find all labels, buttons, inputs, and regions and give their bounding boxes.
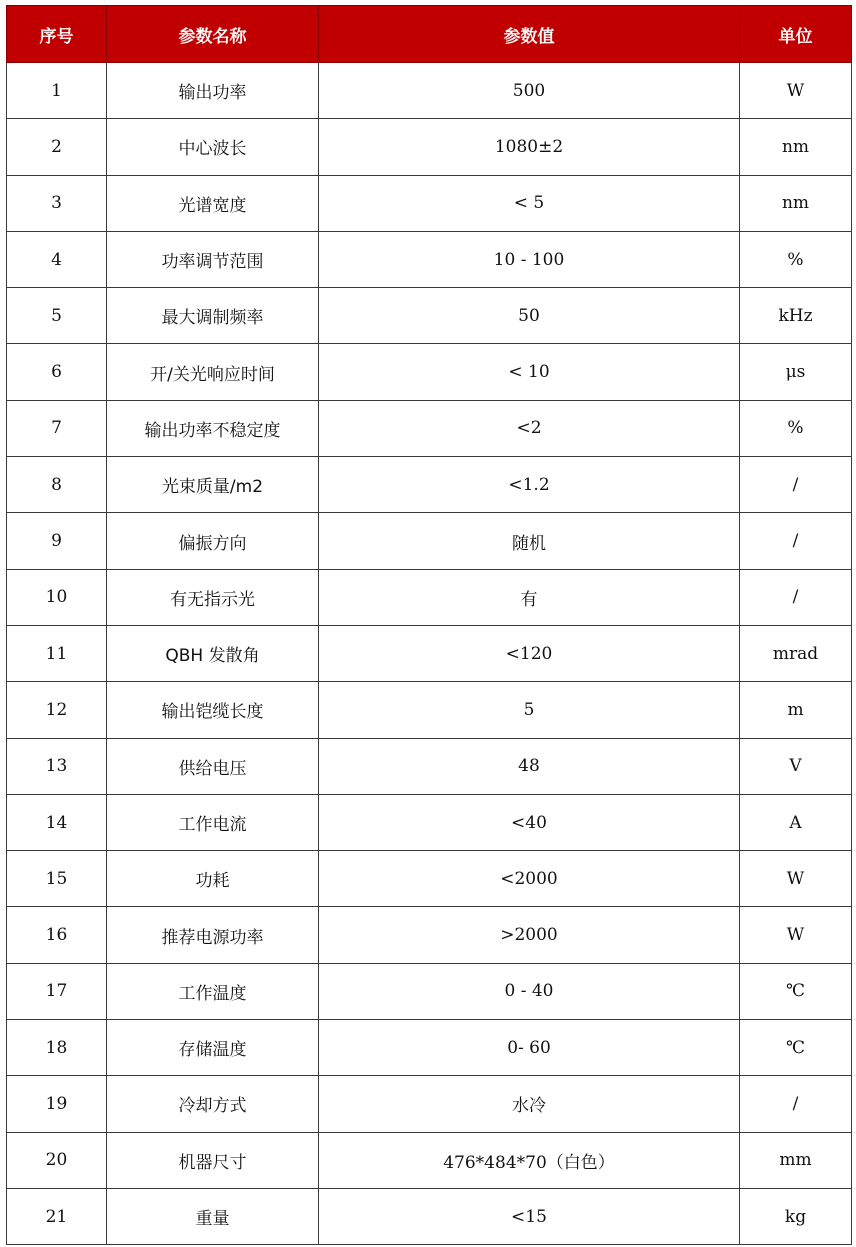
row-value: 5: [319, 682, 740, 738]
row-value: 随机: [319, 513, 740, 569]
row-value: <2000: [319, 851, 740, 907]
row-name: 输出铠缆长度: [107, 682, 319, 738]
row-index: 1: [7, 63, 107, 119]
row-unit: W: [740, 907, 852, 963]
row-name: 中心波长: [107, 119, 319, 175]
row-unit: %: [740, 400, 852, 456]
table-row: [7, 625, 852, 681]
row-name: 推荐电源功率: [107, 907, 319, 963]
row-index: 13: [7, 738, 107, 794]
row-unit: μs: [740, 344, 852, 400]
row-value: 476*484*70（白色）: [319, 1132, 740, 1188]
row-name: 工作电流: [107, 794, 319, 850]
row-index: 10: [7, 569, 107, 625]
row-name: 偏振方向: [107, 513, 319, 569]
row-index: 19: [7, 1076, 107, 1132]
row-unit: m: [740, 682, 852, 738]
header-unit: 单位: [740, 6, 852, 63]
table-row: [7, 513, 852, 569]
row-value: 48: [319, 738, 740, 794]
table-row: [7, 1020, 852, 1076]
row-index: 15: [7, 851, 107, 907]
row-name: 工作温度: [107, 963, 319, 1019]
row-index: 4: [7, 231, 107, 287]
table-row: [7, 457, 852, 513]
row-unit: /: [740, 457, 852, 513]
table-row: [7, 569, 852, 625]
row-value: 500: [319, 63, 740, 119]
row-unit: nm: [740, 175, 852, 231]
row-name: 最大调制频率: [107, 288, 319, 344]
row-value: 有: [319, 569, 740, 625]
row-unit: V: [740, 738, 852, 794]
row-unit: /: [740, 1076, 852, 1132]
row-unit: %: [740, 231, 852, 287]
row-name: 功率调节范围: [107, 231, 319, 287]
table-row: [7, 851, 852, 907]
row-value: 0- 60: [319, 1020, 740, 1076]
row-name: 光谱宽度: [107, 175, 319, 231]
header-value: 参数值: [319, 6, 740, 63]
table-body: [7, 63, 852, 1245]
table-row: [7, 1188, 852, 1244]
row-value: 水冷: [319, 1076, 740, 1132]
row-index: 14: [7, 794, 107, 850]
row-name: 输出功率: [107, 63, 319, 119]
row-index: 18: [7, 1020, 107, 1076]
row-name: 开/关光响应时间: [107, 344, 319, 400]
table-row: [7, 963, 852, 1019]
row-value: < 5: [319, 175, 740, 231]
table-row: [7, 344, 852, 400]
row-value: 50: [319, 288, 740, 344]
row-index: 20: [7, 1132, 107, 1188]
header-row: [7, 6, 852, 63]
header-index: 序号: [7, 6, 107, 63]
row-unit: kg: [740, 1188, 852, 1244]
header-name: 参数名称: [107, 6, 319, 63]
table-row: [7, 288, 852, 344]
row-value: 1080±2: [319, 119, 740, 175]
row-name: 存储温度: [107, 1020, 319, 1076]
row-index: 5: [7, 288, 107, 344]
row-value: < 10: [319, 344, 740, 400]
table-row: [7, 119, 852, 175]
row-name: 有无指示光: [107, 569, 319, 625]
row-value: <2: [319, 400, 740, 456]
table-row: [7, 738, 852, 794]
row-index: 6: [7, 344, 107, 400]
row-name: 机器尺寸: [107, 1132, 319, 1188]
table-row: [7, 231, 852, 287]
row-unit: W: [740, 63, 852, 119]
table-row: [7, 175, 852, 231]
row-name: 光束质量/m2: [107, 457, 319, 513]
table-row: [7, 682, 852, 738]
row-unit: A: [740, 794, 852, 850]
table-row: [7, 400, 852, 456]
row-value: <40: [319, 794, 740, 850]
row-name: 供给电压: [107, 738, 319, 794]
row-value: >2000: [319, 907, 740, 963]
row-unit: mrad: [740, 625, 852, 681]
row-unit: mm: [740, 1132, 852, 1188]
spec-table: [6, 5, 852, 1245]
row-value: 10 - 100: [319, 231, 740, 287]
row-name: 重量: [107, 1188, 319, 1244]
row-unit: ℃: [740, 1020, 852, 1076]
row-index: 11: [7, 625, 107, 681]
row-index: 2: [7, 119, 107, 175]
table-row: [7, 63, 852, 119]
row-index: 3: [7, 175, 107, 231]
row-unit: /: [740, 513, 852, 569]
row-index: 17: [7, 963, 107, 1019]
row-index: 12: [7, 682, 107, 738]
row-unit: /: [740, 569, 852, 625]
row-name: QBH 发散角: [107, 625, 319, 681]
row-value: <15: [319, 1188, 740, 1244]
row-index: 8: [7, 457, 107, 513]
row-value: <1.2: [319, 457, 740, 513]
row-unit: nm: [740, 119, 852, 175]
row-unit: kHz: [740, 288, 852, 344]
row-name: 冷却方式: [107, 1076, 319, 1132]
table-row: [7, 1132, 852, 1188]
row-value: 0 - 40: [319, 963, 740, 1019]
row-value: <120: [319, 625, 740, 681]
row-index: 7: [7, 400, 107, 456]
row-unit: W: [740, 851, 852, 907]
row-index: 9: [7, 513, 107, 569]
table-header: [7, 6, 852, 63]
row-unit: ℃: [740, 963, 852, 1019]
table-row: [7, 794, 852, 850]
row-name: 输出功率不稳定度: [107, 400, 319, 456]
row-name: 功耗: [107, 851, 319, 907]
row-index: 21: [7, 1188, 107, 1244]
row-index: 16: [7, 907, 107, 963]
table-row: [7, 1076, 852, 1132]
table-row: [7, 907, 852, 963]
